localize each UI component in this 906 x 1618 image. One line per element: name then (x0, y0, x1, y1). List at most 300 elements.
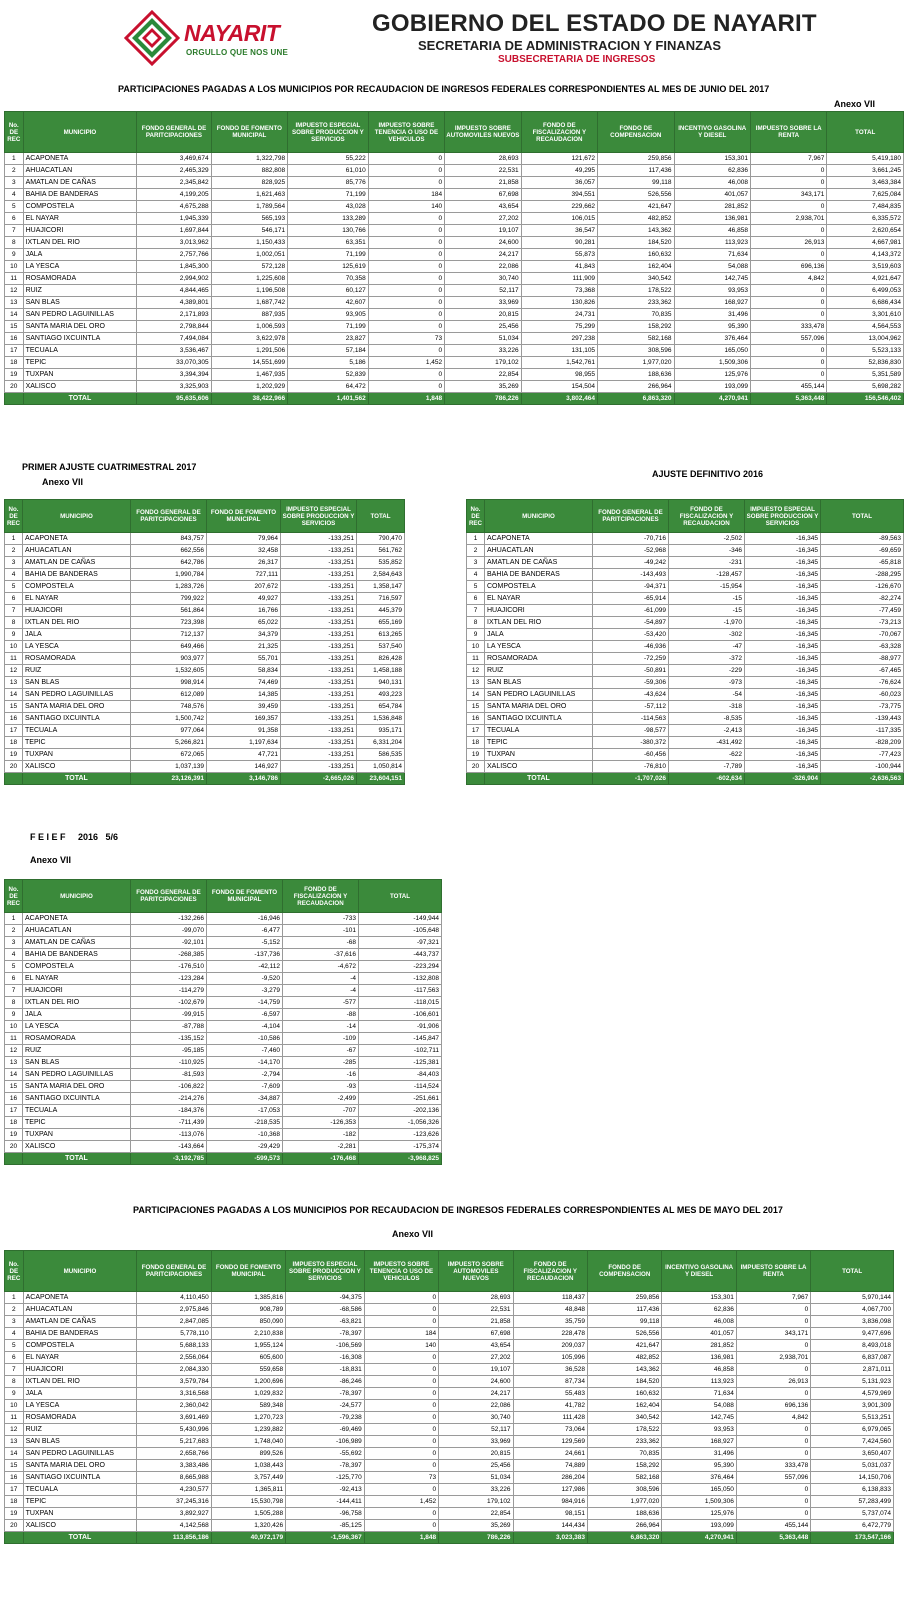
value-cell: 2,556,064 (137, 1352, 211, 1364)
value-cell: 940,131 (357, 677, 405, 689)
value-cell: 98,955 (521, 369, 597, 381)
value-cell: 184,520 (598, 237, 674, 249)
value-cell: 0 (364, 1484, 438, 1496)
value-cell: 22,854 (445, 369, 521, 381)
value-cell: 35,269 (445, 381, 521, 393)
municipio-name: SANTA MARIA DEL ORO (23, 1460, 137, 1472)
value-cell: 142,745 (674, 273, 750, 285)
value-cell: 130,826 (521, 297, 597, 309)
value-cell: -231 (669, 557, 745, 569)
value-cell: 160,632 (598, 249, 674, 261)
value-cell: -302 (669, 629, 745, 641)
value-cell: -2,499 (283, 1093, 359, 1105)
value-cell: -10,368 (207, 1129, 283, 1141)
logo-wordmark: NAYARIT (184, 20, 280, 46)
municipio-name: HUAJICORI (23, 1364, 137, 1376)
row-number: 8 (467, 617, 485, 629)
value-cell: 899,526 (211, 1448, 285, 1460)
value-cell: 28,693 (445, 153, 521, 165)
value-cell: 662,556 (131, 545, 207, 557)
value-cell: 799,922 (131, 593, 207, 605)
value-cell: 1,365,811 (211, 1484, 285, 1496)
value-cell: 79,964 (207, 533, 281, 545)
table-row (5, 1508, 894, 1520)
value-cell: 6,686,434 (827, 297, 904, 309)
column-header: FONDO DE FOMENTO MUNICIPAL (211, 1251, 285, 1292)
row-number: 15 (5, 321, 24, 333)
value-cell: 35,269 (439, 1520, 513, 1532)
value-cell: -125,770 (286, 1472, 365, 1484)
value-cell: 655,169 (357, 617, 405, 629)
table-row (5, 1057, 442, 1069)
table-row (5, 1436, 894, 1448)
row-number: 12 (5, 1424, 24, 1436)
value-cell: 0 (368, 225, 444, 237)
value-cell: 0 (368, 345, 444, 357)
value-cell: 984,916 (513, 1496, 587, 1508)
value-cell: -135,152 (131, 1033, 207, 1045)
value-cell: 2,757,766 (137, 249, 211, 261)
value-cell: 561,762 (357, 545, 405, 557)
value-cell: 0 (750, 309, 826, 321)
column-header: INCENTIVO GASOLINA Y DIESEL (662, 1251, 736, 1292)
municipio-name: SAN BLAS (23, 677, 131, 689)
value-cell: -97,321 (359, 937, 442, 949)
row-number: 15 (5, 1081, 23, 1093)
total-value: 23,126,391 (131, 773, 207, 785)
table-row (5, 701, 405, 713)
row-number: 18 (5, 1496, 24, 1508)
value-cell: 1,977,020 (587, 1496, 661, 1508)
value-cell: -380,372 (593, 737, 669, 749)
value-cell: -16,345 (745, 761, 821, 773)
value-cell: 455,144 (750, 381, 826, 393)
value-cell: 2,210,838 (211, 1328, 285, 1340)
table-row (5, 237, 904, 249)
value-cell: 281,852 (674, 201, 750, 213)
value-cell: 3,316,568 (137, 1388, 211, 1400)
value-cell: -49,242 (593, 557, 669, 569)
value-cell: 4,143,372 (827, 249, 904, 261)
value-cell: -102,679 (131, 997, 207, 1009)
value-cell: 71,199 (288, 321, 369, 333)
value-cell: 7,484,835 (827, 201, 904, 213)
value-cell: 36,057 (521, 177, 597, 189)
table-row (5, 1352, 894, 1364)
table-row (5, 1045, 442, 1057)
value-cell: 67,698 (445, 189, 521, 201)
value-cell: 340,542 (587, 1412, 661, 1424)
value-cell: 131,105 (521, 345, 597, 357)
row-number: 17 (5, 1484, 24, 1496)
municipio-name: SANTIAGO IXCUINTLA (23, 713, 131, 725)
value-cell: 24,217 (445, 249, 521, 261)
column-header: FONDO DE FISCALIZACION Y RECAUDACION (521, 112, 597, 153)
value-cell: -622 (669, 749, 745, 761)
table-row (467, 545, 904, 557)
value-cell: -285 (283, 1057, 359, 1069)
value-cell: 0 (364, 1364, 438, 1376)
value-cell: -68 (283, 937, 359, 949)
column-header: IMPUESTO ESPECIAL SOBRE PRODUCCION Y SERVICIOS (281, 500, 357, 533)
value-cell: -4,672 (283, 961, 359, 973)
value-cell: 49,295 (521, 165, 597, 177)
value-cell: 748,576 (131, 701, 207, 713)
column-header: FONDO GENERAL DE PARITCIPACIONES (131, 500, 207, 533)
value-cell: 589,348 (211, 1400, 285, 1412)
value-cell: 4,921,647 (827, 273, 904, 285)
value-cell: 25,456 (439, 1460, 513, 1472)
value-cell: 47,721 (207, 749, 281, 761)
row-number: 18 (5, 737, 23, 749)
value-cell: 2,620,654 (827, 225, 904, 237)
municipio-name: LA YESCA (23, 641, 131, 653)
row-number: 13 (5, 677, 23, 689)
row-number: 3 (5, 557, 23, 569)
total-label: TOTAL (23, 393, 137, 405)
value-cell: 5,186 (288, 357, 369, 369)
value-cell: -99,070 (131, 925, 207, 937)
table-row (467, 581, 904, 593)
value-cell: 1,789,564 (211, 201, 287, 213)
total-value: 23,604,151 (357, 773, 405, 785)
row-number: 7 (5, 225, 24, 237)
row-number: 20 (5, 1520, 24, 1532)
value-cell: 65,022 (207, 617, 281, 629)
value-cell: 85,776 (288, 177, 369, 189)
value-cell: 169,357 (207, 713, 281, 725)
row-number: 16 (467, 713, 485, 725)
value-cell: 0 (364, 1316, 438, 1328)
value-cell: 168,927 (674, 297, 750, 309)
table-row (467, 689, 904, 701)
column-header: FONDO DE FISCALIZACION Y RECAUDACION (283, 880, 359, 913)
value-cell: 4,110,450 (137, 1292, 211, 1304)
value-cell: 2,871,011 (811, 1364, 894, 1376)
value-cell: 882,808 (211, 165, 287, 177)
value-cell: 117,436 (598, 165, 674, 177)
municipio-name: EL NAYAR (23, 973, 131, 985)
column-header: No. DE REC (467, 500, 485, 533)
value-cell: -133,251 (281, 737, 357, 749)
value-cell: 455,144 (736, 1520, 810, 1532)
column-header: IMPUESTO SOBRE AUTOMOVILES NUEVOS (439, 1251, 513, 1292)
municipio-name: JALA (485, 629, 593, 641)
value-cell: -3,279 (207, 985, 283, 997)
value-cell: -133,251 (281, 641, 357, 653)
column-header: No. DE REC (5, 1251, 24, 1292)
value-cell: 0 (368, 321, 444, 333)
row-number: 13 (5, 297, 24, 309)
value-cell: 143,362 (587, 1364, 661, 1376)
municipio-name: SANTA MARIA DEL ORO (23, 701, 131, 713)
row-number: 14 (5, 1448, 24, 1460)
value-cell: 6,138,833 (811, 1484, 894, 1496)
header-row (5, 880, 442, 913)
value-cell: -78,397 (286, 1388, 365, 1400)
municipio-name: SANTA MARIA DEL ORO (23, 1081, 131, 1093)
mayo-annex: Anexo VII (392, 1229, 434, 1239)
value-cell: 1,385,816 (211, 1292, 285, 1304)
value-cell: -1,056,326 (359, 1117, 442, 1129)
value-cell: 0 (736, 1424, 810, 1436)
value-cell: 613,265 (357, 629, 405, 641)
value-cell: 0 (736, 1484, 810, 1496)
value-cell: -16,345 (745, 689, 821, 701)
municipio-name: BAHIA DE BANDERAS (23, 1328, 137, 1340)
value-cell: -16,345 (745, 653, 821, 665)
value-cell: -733 (283, 913, 359, 925)
row-number: 8 (5, 237, 24, 249)
value-cell: 727,111 (207, 569, 281, 581)
value-cell: 60,127 (288, 285, 369, 297)
row-number: 1 (467, 533, 485, 545)
municipio-name: COMPOSTELA (23, 201, 137, 213)
header-row (5, 500, 405, 533)
value-cell: -92,101 (131, 937, 207, 949)
total-value: 173,547,166 (811, 1532, 894, 1544)
value-cell: 3,394,394 (137, 369, 211, 381)
value-cell: 259,856 (598, 153, 674, 165)
value-cell: -88,977 (821, 653, 904, 665)
column-header: IMPUESTO ESPECIAL SOBRE PRODUCCION Y SERVICIOS (286, 1251, 365, 1292)
municipio-name: SAN BLAS (23, 1436, 137, 1448)
value-cell: -7,789 (669, 761, 745, 773)
value-cell: -106,569 (286, 1340, 365, 1352)
table-row (467, 629, 904, 641)
value-cell: -70,067 (821, 629, 904, 641)
value-cell: 6,979,065 (811, 1424, 894, 1436)
value-cell: 179,102 (439, 1496, 513, 1508)
table-row (5, 641, 405, 653)
value-cell: -99,915 (131, 1009, 207, 1021)
value-cell: -318 (669, 701, 745, 713)
total-value: -1,707,026 (593, 773, 669, 785)
value-cell: -91,906 (359, 1021, 442, 1033)
value-cell: 0 (368, 165, 444, 177)
value-cell: 143,362 (598, 225, 674, 237)
value-cell: 52,839 (288, 369, 369, 381)
table-row (5, 725, 405, 737)
value-cell: -96,758 (286, 1508, 365, 1520)
value-cell: 1,845,300 (137, 261, 211, 273)
value-cell: 95,390 (674, 321, 750, 333)
value-cell: -16,345 (745, 581, 821, 593)
value-cell: 22,854 (439, 1508, 513, 1520)
value-cell: -133,251 (281, 713, 357, 725)
value-cell: 36,528 (513, 1364, 587, 1376)
value-cell: 207,672 (207, 581, 281, 593)
value-cell: 266,964 (587, 1520, 661, 1532)
junio-table (4, 111, 904, 405)
row-number: 19 (5, 749, 23, 761)
municipio-name: COMPOSTELA (23, 1340, 137, 1352)
value-cell: 343,171 (750, 189, 826, 201)
table-row (5, 381, 904, 393)
value-cell: -89,563 (821, 533, 904, 545)
value-cell: -214,276 (131, 1093, 207, 1105)
value-cell: 0 (364, 1292, 438, 1304)
row-number: 3 (5, 177, 24, 189)
value-cell: 46,008 (662, 1316, 736, 1328)
value-cell: -133,251 (281, 725, 357, 737)
value-cell: -77,423 (821, 749, 904, 761)
value-cell: 259,856 (587, 1292, 661, 1304)
row-number: 8 (5, 617, 23, 629)
municipio-name: TUXPAN (23, 369, 137, 381)
value-cell: 140 (364, 1340, 438, 1352)
value-cell: 612,089 (131, 689, 207, 701)
value-cell: -70,716 (593, 533, 669, 545)
value-cell: 5,419,180 (827, 153, 904, 165)
value-cell: 3,892,927 (137, 1508, 211, 1520)
value-cell: 184 (368, 189, 444, 201)
table-row (5, 1460, 894, 1472)
value-cell: 62,836 (662, 1304, 736, 1316)
value-cell: -132,266 (131, 913, 207, 925)
value-cell: -79,238 (286, 1412, 365, 1424)
value-cell: -73,213 (821, 617, 904, 629)
value-cell: -4,104 (207, 1021, 283, 1033)
value-cell: 3,383,486 (137, 1460, 211, 1472)
value-cell: 850,090 (211, 1316, 285, 1328)
value-cell: -443,737 (359, 949, 442, 961)
table-row (467, 713, 904, 725)
row-number: 5 (5, 201, 24, 213)
total-label: TOTAL (23, 1532, 137, 1544)
row-number: 17 (5, 345, 24, 357)
value-cell: 1,505,288 (211, 1508, 285, 1520)
value-cell: 340,542 (598, 273, 674, 285)
value-cell: -86,246 (286, 1376, 365, 1388)
value-cell: -16,345 (745, 737, 821, 749)
row-number: 12 (467, 665, 485, 677)
value-cell: 228,478 (513, 1328, 587, 1340)
table-row (5, 1081, 442, 1093)
row-number: 9 (5, 1388, 24, 1400)
row-number: 15 (467, 701, 485, 713)
table-row (5, 309, 904, 321)
value-cell: 113,923 (662, 1376, 736, 1388)
value-cell: 179,102 (445, 357, 521, 369)
value-cell: -54 (669, 689, 745, 701)
value-cell: 561,864 (131, 605, 207, 617)
row-number: 17 (467, 725, 485, 737)
table-row (5, 1520, 894, 1532)
value-cell: -137,736 (207, 949, 283, 961)
mayo-title: PARTICIPACIONES PAGADAS A LOS MUNICIPIOS POR RECAUDACION DE INGRESOS FEDERALES CORRESPONDIENTES AL MES DE MAYO DEL 2017 (133, 1205, 783, 1215)
value-cell: -57,112 (593, 701, 669, 713)
municipio-name: SANTIAGO IXCUINTLA (23, 1472, 137, 1484)
value-cell: 23,827 (288, 333, 369, 345)
value-cell: 7,625,084 (827, 189, 904, 201)
value-cell: -50,891 (593, 665, 669, 677)
value-cell: 308,596 (598, 345, 674, 357)
column-header: FONDO GENERAL DE PARITCIPACIONES (593, 500, 669, 533)
value-cell: -176,510 (131, 961, 207, 973)
row-number: 5 (467, 581, 485, 593)
value-cell: 0 (364, 1304, 438, 1316)
value-cell: 535,852 (357, 557, 405, 569)
value-cell: 37,245,316 (137, 1496, 211, 1508)
value-cell: 908,789 (211, 1304, 285, 1316)
table-row (467, 665, 904, 677)
total-spacer (5, 773, 23, 785)
value-cell: -14,170 (207, 1057, 283, 1069)
total-row (5, 1153, 442, 1165)
value-cell: 1,029,832 (211, 1388, 285, 1400)
value-cell: 111,909 (521, 273, 597, 285)
value-cell: -37,616 (283, 949, 359, 961)
municipio-name: EL NAYAR (485, 593, 593, 605)
value-cell: -106,989 (286, 1436, 365, 1448)
value-cell: 2,994,902 (137, 273, 211, 285)
value-cell: 7,967 (736, 1292, 810, 1304)
value-cell: -92,413 (286, 1484, 365, 1496)
value-cell: 4,844,465 (137, 285, 211, 297)
value-cell: 2,938,701 (750, 213, 826, 225)
table-row (5, 285, 904, 297)
value-cell: -346 (669, 545, 745, 557)
value-cell: 0 (368, 285, 444, 297)
value-cell: -229 (669, 665, 745, 677)
table-row (5, 997, 442, 1009)
value-cell: 0 (364, 1520, 438, 1532)
total-value: -1,596,367 (286, 1532, 365, 1544)
value-cell: -63,328 (821, 641, 904, 653)
value-cell: 21,325 (207, 641, 281, 653)
table-row (5, 297, 904, 309)
table-row (5, 1021, 442, 1033)
value-cell: 0 (368, 213, 444, 225)
value-cell: -16,308 (286, 1352, 365, 1364)
value-cell: 546,171 (211, 225, 287, 237)
secretaria-title: SECRETARIA DE ADMINISTRACION Y FINANZAS (418, 38, 722, 53)
value-cell: -106,601 (359, 1009, 442, 1021)
value-cell: 654,784 (357, 701, 405, 713)
value-cell: 582,168 (598, 333, 674, 345)
row-number: 10 (5, 1021, 23, 1033)
table-row (5, 1141, 442, 1153)
value-cell: 136,981 (674, 213, 750, 225)
table-row (5, 1117, 442, 1129)
column-header: MUNICIPIO (23, 880, 131, 913)
column-header: No. DE REC (5, 500, 23, 533)
value-cell: 1,197,634 (207, 737, 281, 749)
table-row (5, 261, 904, 273)
value-cell: -73,775 (821, 701, 904, 713)
value-cell: 87,734 (513, 1376, 587, 1388)
municipio-name: AHUACATLAN (23, 925, 131, 937)
municipio-name: JALA (23, 629, 131, 641)
municipio-name: TEPIC (23, 1117, 131, 1129)
row-number: 4 (467, 569, 485, 581)
total-value: -326,904 (745, 773, 821, 785)
value-cell: 5,031,037 (811, 1460, 894, 1472)
value-cell: 13,004,962 (827, 333, 904, 345)
value-cell: 127,986 (513, 1484, 587, 1496)
value-cell: 0 (736, 1496, 810, 1508)
value-cell: 14,551,699 (211, 357, 287, 369)
table-row (467, 641, 904, 653)
row-number: 9 (5, 249, 24, 261)
value-cell: -117,335 (821, 725, 904, 737)
value-cell: -65,914 (593, 593, 669, 605)
value-cell: -133,251 (281, 617, 357, 629)
value-cell: 34,379 (207, 629, 281, 641)
column-header: IMPUESTO SOBRE AUTOMOVILES NUEVOS (445, 112, 521, 153)
value-cell: 843,757 (131, 533, 207, 545)
